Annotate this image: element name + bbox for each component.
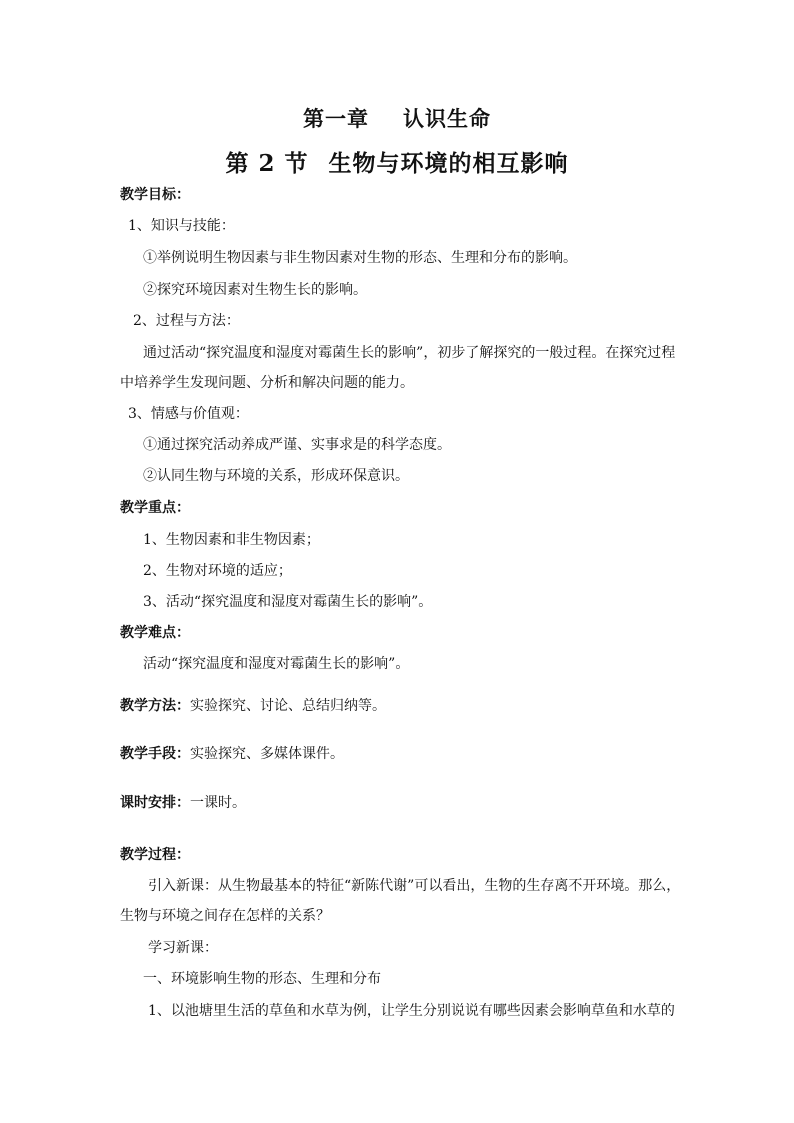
teaching-means-label: 教学手段： (120, 746, 190, 762)
goals-item3-a: ①通过探究活动养成严谨、实事求是的科学态度。 (143, 437, 451, 453)
process-new-lesson: 学习新课： (148, 940, 218, 956)
goals-heading: 教学目标： (120, 187, 190, 203)
key-point-3: 3、活动“探究温度和湿度对霉菌生长的影响”。 (143, 594, 433, 610)
goals-item2-paragraph-line1: 通过活动“探究温度和湿度对霉菌生长的影响”，初步了解探究的一般过程。在探究过程 (143, 345, 676, 361)
process-part1: 一、环境影响生物的形态、生理和分布 (143, 971, 381, 987)
teaching-means (120, 744, 344, 764)
chapter-number: 第一章 (303, 106, 369, 131)
difficult-points-heading: 教学难点： (120, 625, 190, 641)
section-title (0, 145, 794, 178)
process-heading: 教学过程： (120, 847, 190, 863)
goals-item1-a: ①举例说明生物因素与非生物因素对生物的形态、生理和分布的影响。 (143, 250, 577, 266)
difficult-point-1: 活动“探究温度和湿度对霉菌生长的影响”。 (143, 656, 410, 672)
chapter-title (0, 103, 794, 133)
teaching-method (120, 696, 386, 716)
chapter-name: 认识生命 (403, 106, 491, 131)
process-part1-item1: 1、以池塘里生活的草鱼和水草为例，让学生分别说说有哪些因素会影响草鱼和水草的 (148, 1003, 675, 1019)
teaching-method-text: 实验探究、讨论、总结归纳等。 (190, 698, 386, 714)
class-schedule (120, 793, 246, 813)
goals-item3: 3、情感与价值观： (128, 406, 249, 422)
class-schedule-text: 一课时。 (190, 795, 246, 811)
section-name: 生物与环境的相互影响 (328, 150, 569, 177)
class-schedule-label: 课时安排： (120, 795, 190, 811)
teaching-method-label: 教学方法： (120, 698, 190, 714)
section-number: 第 2 节 (225, 150, 309, 177)
goals-item2: 2、过程与方法： (133, 313, 240, 329)
goals-item1-b: ②探究环境因素对生物生长的影响。 (143, 282, 367, 298)
goals-item1: 1、知识与技能： (128, 218, 235, 234)
goals-item2-paragraph-line2: 中培养学生发现问题、分析和解决问题的能力。 (120, 375, 414, 391)
key-points-heading: 教学重点： (120, 500, 190, 516)
process-intro-line1: 引入新课：从生物最基本的特征“新陈代谢”可以看出，生物的生存离不开环境。那么， (148, 878, 681, 894)
goals-item3-b: ②认同生物与环境的关系，形成环保意识。 (143, 468, 409, 484)
key-point-2: 2、生物对环境的适应； (143, 563, 292, 579)
process-intro-line2: 生物与环境之间存在怎样的关系？ (120, 908, 330, 924)
key-point-1: 1、生物因素和非生物因素； (143, 532, 320, 548)
teaching-means-text: 实验探究、多媒体课件。 (190, 746, 344, 762)
